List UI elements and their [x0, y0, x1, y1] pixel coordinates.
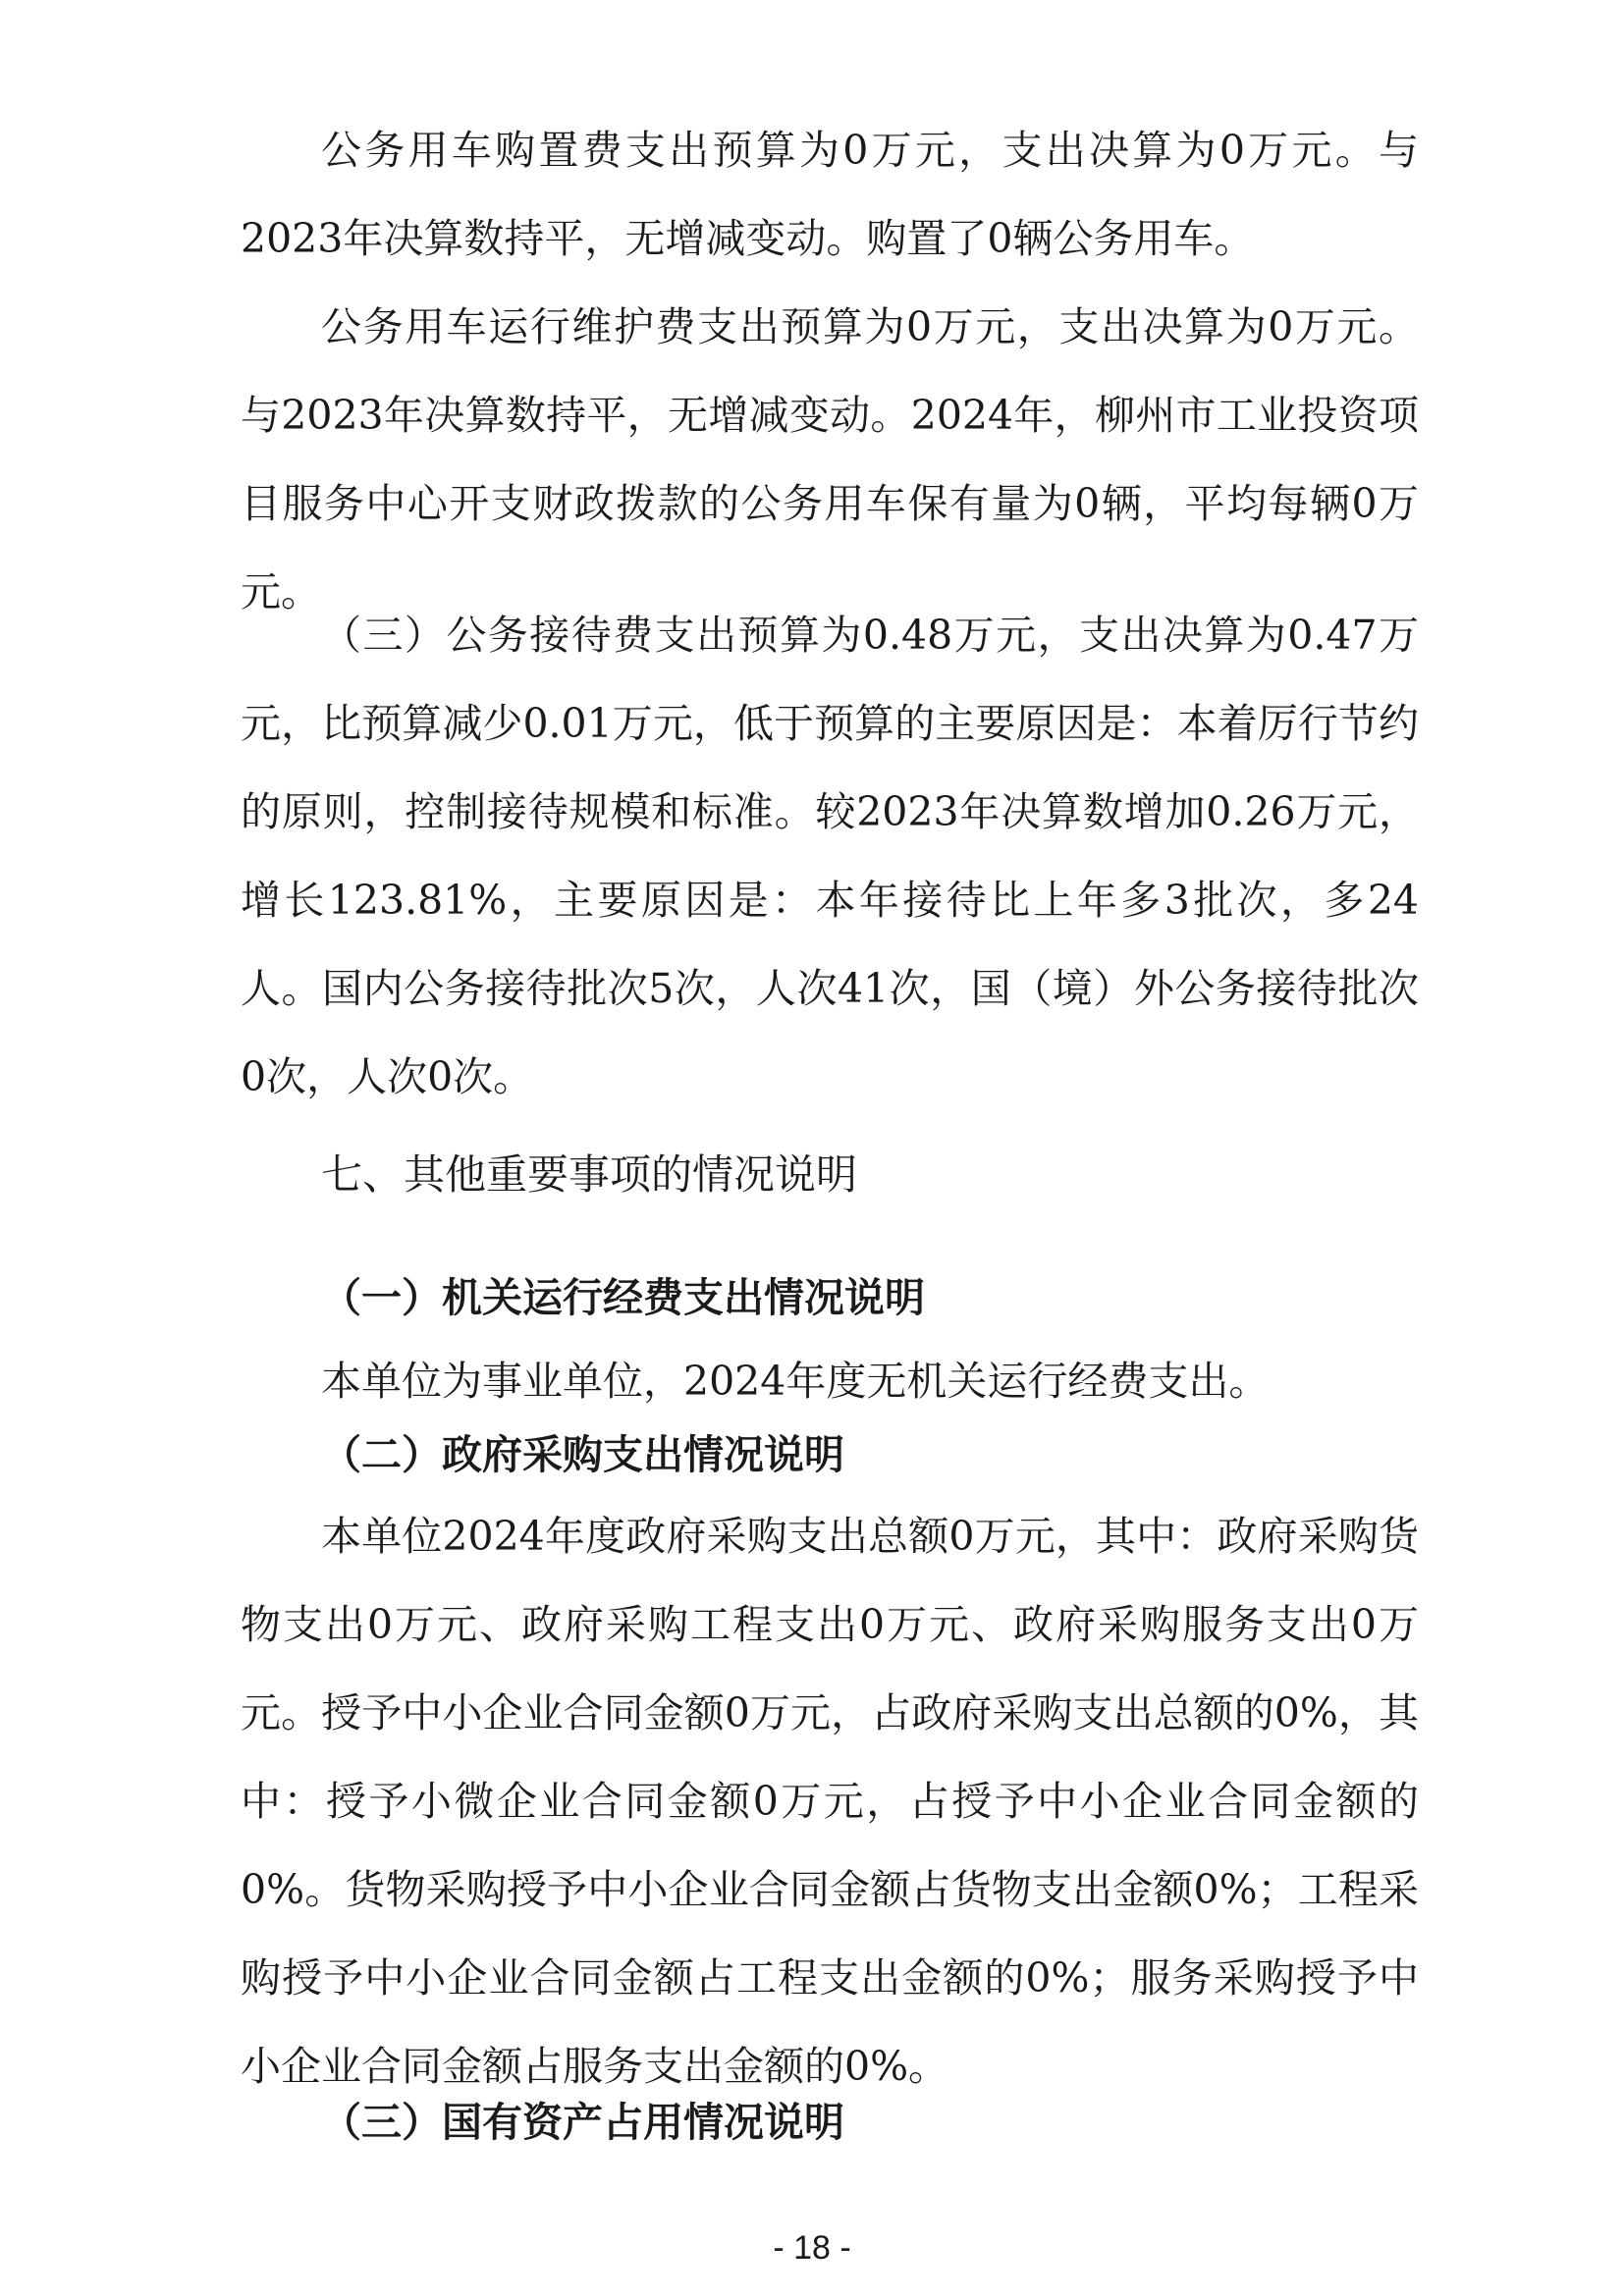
- paragraph-reception: [241, 591, 1419, 1121]
- paragraph-text: 本单位2024年度政府采购支出总额0万元，其中：政府采购货物支出0万元、政府采购工程支出0万元、政府采购服务支出0万元。授予中小企业合同金额0万元，占政府采购支出总额的0%，其中：授予小微企业合同金额0万元，占授予中小企业合同金额的0%。货物采购授予中小企业合同金额占货物支出金额0%；工程采购授予中小企业合同金额占工程支出金额的0%；服务采购授予中小企业合同金额占服务支出金额的0%。: [241, 1513, 1419, 2090]
- paragraph-text: 本单位为事业单位，2024年度无机关运行经费支出。: [321, 1358, 1270, 1405]
- subsection-2-body: [241, 1492, 1419, 2110]
- page-number: - 18 -: [773, 2229, 851, 2267]
- subsection-2: [241, 1415, 1419, 1494]
- subsection-3: [241, 2083, 1419, 2162]
- subsection-heading: （一）机关运行经费支出情况说明: [321, 1274, 925, 1321]
- subsection-heading: （二）政府采购支出情况说明: [321, 1431, 844, 1478]
- subsection-1: [241, 1258, 1419, 1337]
- subsection-heading: （三）国有资产占用情况说明: [321, 2099, 844, 2146]
- section-7: [241, 1136, 1419, 1214]
- paragraph-vehicle-purchase: [241, 106, 1419, 283]
- paragraph-text: 公务用车购置费支出预算为0万元，支出决算为0万元。与2023年决算数持平，无增减变动。购置了0辆公务用车。: [241, 127, 1419, 262]
- paragraph-text: 公务用车运行维护费支出预算为0万元，支出决算为0万元。与2023年决算数持平，无增减变动。2024年，柳州市工业投资项目服务中心开支财政拨款的公务用车保有量为0辆，平均每辆0万元。: [241, 303, 1419, 615]
- subsection-1-body: [241, 1337, 1419, 1425]
- section-heading: 七、其他重要事项的情况说明: [321, 1150, 858, 1199]
- paragraph-vehicle-maintenance: [241, 283, 1419, 636]
- paragraph-text: （三）公务接待费支出预算为0.48万元，支出决算为0.47万元，比预算减少0.01万元，低于预算的主要原因是：本着厉行节约的原则，控制接待规模和标准。较2023年决算数增加0.26万元，增长123.81%，主要原因是：本年接待比上年多3批次，多24人。国内公务接待批次5次，人次41次，国（境）外公务接待批次0次，人次0次。: [241, 612, 1419, 1100]
